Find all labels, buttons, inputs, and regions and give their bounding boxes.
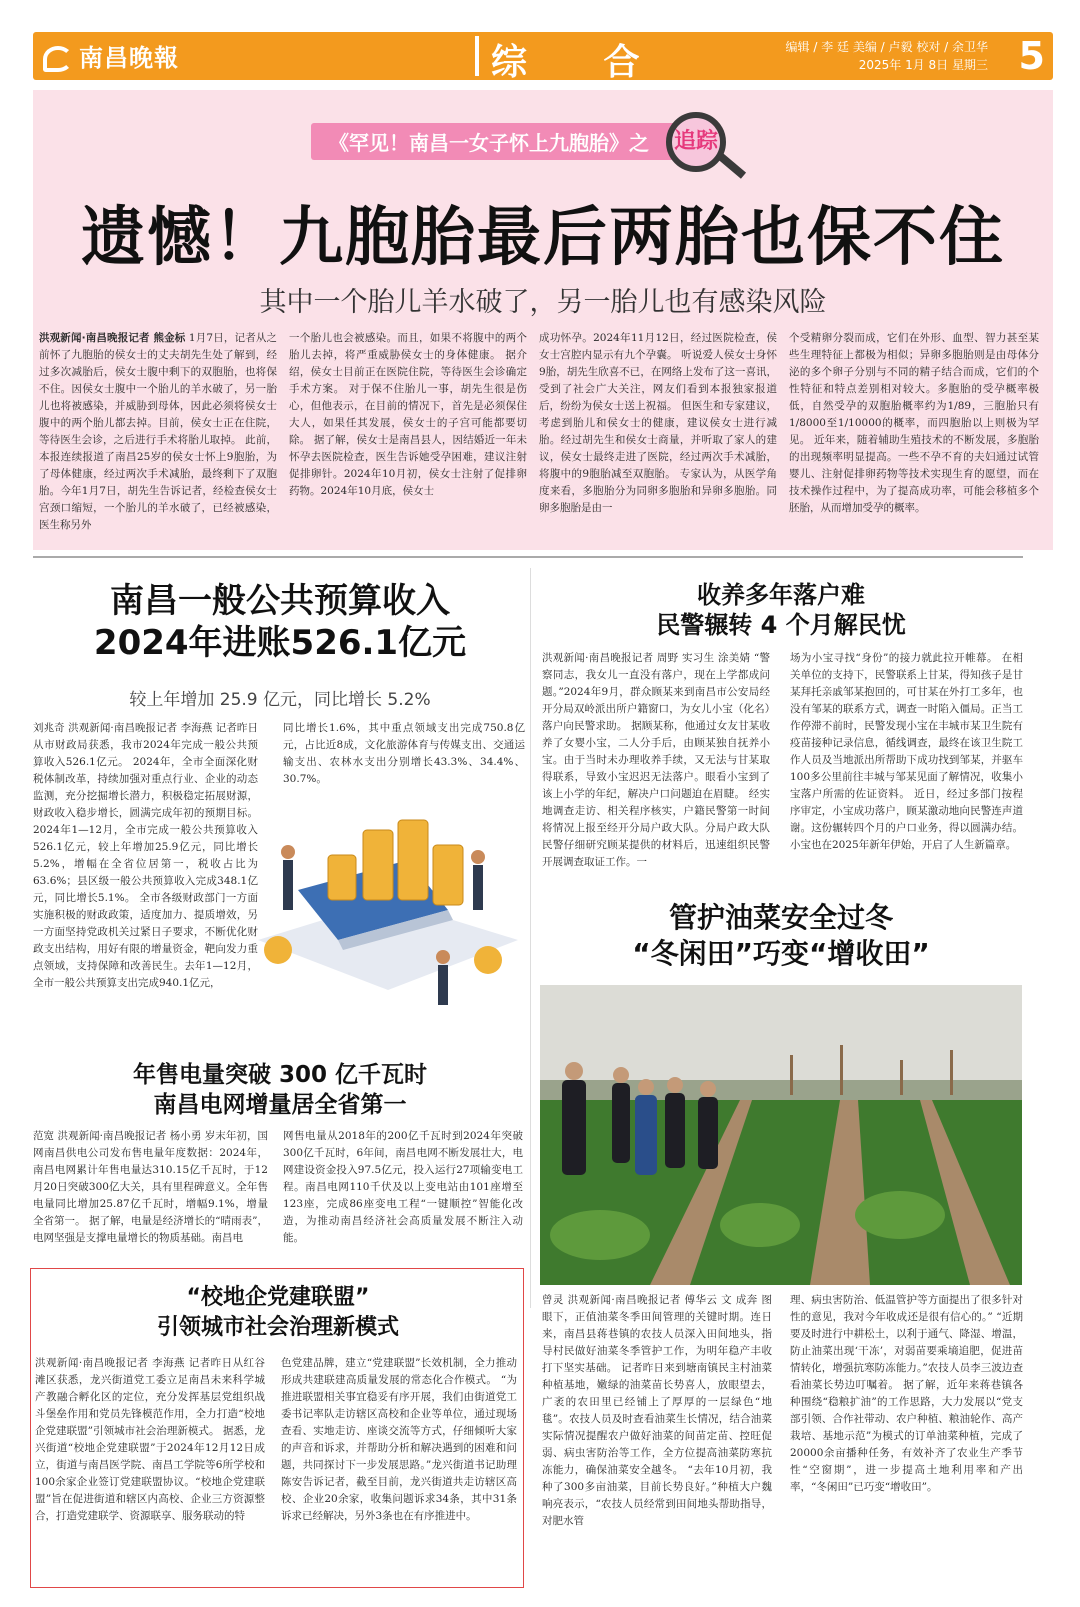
editor-line: 编辑 / 李 廷 美编 / 卢毅 校对 / 余卫华 xyxy=(785,40,988,54)
newspaper-logo xyxy=(43,38,179,73)
column-divider xyxy=(530,568,531,1308)
section-separator xyxy=(33,556,1023,558)
finance-illustration xyxy=(238,790,528,1025)
series-tag: 《罕见！南昌一女子怀上九胞胎》之 xyxy=(311,123,699,160)
rapeseed-title-1: 管护油菜安全过冬 xyxy=(668,901,893,934)
police-body-1: 洪观新闻·南昌晚报记者 周野 实习生 涂美婧 “警察同志，我女儿一直没有落户，现在上学都成问题。”2024年9月，群众顾某来到南昌市公安局经开分局双岭派出所户籍窗口，为女儿小宝（化名）落户向民警求助。 据顾某称，他通过女友甘某收养了女婴小宝，二人分手后，由顾某独自抚养小宝。由于当时未办理收养手续，又无法与甘某取得联系，导致小宝迟迟无法落户。眼看小宝到了该上小学的年纪，解决户口问题迫在眉睫。 经实地调查走访、相关程序核实，户籍民警第一时间将情况上报至经开分局户政大队。分局户政大队民警仔细研究顾某提供的材料后，迅速组织民警开展调查取证工作。一 xyxy=(542,652,770,868)
section-divider xyxy=(475,36,479,76)
power-title-1: 年售电量突破 300 亿千瓦时 xyxy=(132,1062,428,1088)
power-body-2: 网售电量从2018年的200亿千瓦时到2024年突破300亿千瓦时，6年间，南昌电网不断发展壮大，电网建设资金投入97.5亿元，投入运行27项输变电工程。南昌电网110千伏及以上变电站由101座增至123座，完成86座变电工程“一键顺控”智能化改造，为推动南昌经济社会高质量发展不断注入动能。 xyxy=(283,1130,523,1244)
follow-up-label: 追踪 xyxy=(673,129,718,154)
alliance-headline xyxy=(41,1283,515,1343)
power-headline xyxy=(40,1060,520,1120)
rapeseed-body-1: 曾灵 洪观新闻·南昌晚报记者 傅华云 文 成奔 图 眼下，正值油菜冬季田间管理的关键时期。连日来，南昌县蒋巷镇的农技人员深入田间地头，指导村民做好油菜冬季管护工作，为明年稳产丰收打下坚实基础。 记者昨日来到塘南镇民主村油菜种植基地，嫩绿的油菜苗长势喜人，放眼望去，广袤的农田里已经铺上了厚厚的一层绿色“地毯”。农技人员及时查看油菜生长情况，结合油菜实际情况提醒农户做好油菜的间苗定苗、控旺促弱、病虫害防治等工作，全方位提高油菜防寒抗冻能力，确保油菜安全越冬。 “去年10月初，我种了300多亩油菜，目前长势良好。”种植大户魏响亮表示，“农技人员经常到田间地头帮助指导，对肥水管 xyxy=(542,1294,772,1527)
lead-headline: 遗憾！九胞胎最后两胎也保不住 xyxy=(81,201,1005,275)
lead-columns xyxy=(33,330,1053,545)
lead-text-1: 1月7日，记者从之前怀了九胞胎的侯女士的丈夫胡先生处了解到，经过多次减胎后，侯女士腹中剩下的双胞胎，也将保不住。因侯女士腹中一个胎儿的羊水破了，另一胎儿也将被感染，并威胁到母体，因此必须将侯女士腹中的两个胎儿都去掉。目前，侯女士正在住院，等待医生会诊，之后进行手术将胎儿取掉。 此前，本报连续报道了南昌25岁的侯女士怀上9胞胎，为了母体健康，经过两次手术减胎，最终剩下了双胞胎。今年1月7日，胡先生告诉记者，经检查侯女士宫颈口缩短，一个胎儿的羊水破了，已经被感染，医生称另外 xyxy=(39,332,277,531)
budget-title-1: 南昌一般公共预算收入 xyxy=(110,581,450,621)
budget-body-2: 同比增长1.6%，其中重点领域支出完成750.8亿元，占比近8成，文化旅游体育与传媒支出、交通运输支出、农林水支出分别增长43.3%、34.4%、30.7%。 xyxy=(283,722,525,785)
editor-credits xyxy=(786,38,988,74)
alliance-body-2: 色党建品牌，建立“党建联盟”长效机制，全力推动形成共建联建高质量发展的常态化合作模式。 “为推进联盟相关事宜稳妥有序开展，我们由街道党工委书记率队走访辖区高校和企业等单位，通过现场查看、实地走访、座谈交流等方式，仔细倾听大家的声音和诉求，并帮助分析和解决遇到的困难和问题，共同探讨下一步发展思路。”龙兴街道书记助理陈安告诉记者，截至目前，龙兴街道共走访辖区高校、企业20余家，收集问题诉求34条，其中31条诉求已经解决，另外3条也在有序推进中。 xyxy=(281,1357,517,1522)
rapeseed-headline xyxy=(540,900,1022,972)
lead-story xyxy=(33,90,1053,550)
budget-title-2: 2024年进账526.1亿元 xyxy=(93,623,467,663)
magnifier-handle xyxy=(718,153,746,178)
budget-headline xyxy=(40,580,520,664)
power-title-2: 南昌电网增量居全省第一 xyxy=(153,1092,407,1118)
alliance-title-1: “校地企党建联盟” xyxy=(186,1285,370,1310)
lead-subhead: 其中一个胎儿羊水破了，另一胎儿也有感染风险 xyxy=(259,287,827,318)
lead-byline: 洪观新闻·南昌晚报记者 熊金标 xyxy=(39,332,186,344)
lead-column-1 xyxy=(39,330,277,545)
police-title-1: 收养多年落户难 xyxy=(697,581,865,609)
rapeseed-field-photo xyxy=(540,985,1022,1285)
masthead-bar xyxy=(33,32,1053,83)
section-name: 综 合 xyxy=(491,42,672,83)
lead-column-3: 成功怀孕。2024年11月12日，经过医院检查，侯女士宫腔内显示有九个孕囊。 听说爱人侯女士身怀9胎，胡先生欣喜不已，在网络上发布了这一喜讯，受到了社会广大关注，网友们看到本报独家报道后，纷纷为侯女士送上祝福。 但医生和专家建议，考虑到胎儿和侯女士的健康，建议侯女士进行减胎。经过胡先生和侯女士商量，并听取了家人的建议，侯女士最终走进了医院，经过两次手术减胎，将腹中的9胞胎减至双胞胎。 专家认为，从医学角度来看，多胞胎分为同卵多胞胎和异卵多胞胎。同卵多胞胎是由一 xyxy=(539,332,777,514)
issue-date: 2025年 1月 8日 星期三 xyxy=(858,58,988,72)
lead-column-4: 个受精卵分裂而成，它们在外形、血型、智力甚至某些生理特征上都极为相似；异卵多胞胎则是由母体分泌的多个卵子分别与不同的精子结合而成，它们的个性特征和特点差别相对较大。多胞胎的受孕概率极低，自然受孕的双胞胎概率约为1/89，三胞胎只有1/8000至1/10000的概率，而四胞胎以上则极为罕见。 近年来，随着辅助生殖技术的不断发展，多胞胎的出现频率明显提高。一些不孕不育的夫妇通过试管婴儿、注射促排卵药物等技术实现生育的愿望，而在技术操作过程中，为了提高成功率，可能会移植多个胚胎，从而增加受孕的概率。 xyxy=(789,332,1039,514)
rapeseed-title-2: “冬闲田”巧变“增收田” xyxy=(632,937,930,970)
police-body-2: 场为小宝寻找“身份”的接力就此拉开帷幕。 在相关单位的支持下，民警联系上甘某，得知孩子是甘某拜托亲戚邹某抱回的，可甘某在外打工多年，也没有邹某的联系方式，调查一时陷入僵局。正当工作停滞不前时，民警发现小宝在丰城市某卫生院有疫苗接种记录信息，循线调查，最终在该卫生院工作人员及当地派出所帮助下成功找到邹某，并驱车100多公里前往丰城与邹某见面了解情况，收集小宝落户所需的佐证资料。 近日，经过多部门按程序审定，小宝成功落户，顾某激动地向民警连声道谢。这份辗转四个月的户口业务，得以圆满办结。小宝也在2025年新年伊始，开启了人生新篇章。 xyxy=(790,652,1023,851)
magnifier-icon xyxy=(666,112,726,172)
lead-column-2: 一个胎儿也会被感染。而且，如果不将腹中的两个胎儿去掉，将严重威胁侯女士的身体健康。 据介绍，侯女士目前正在医院住院，等待医生会诊确定手术方案。 对于保不住胎儿一事，胡先生很是伤心，但他表示，在目前的情况下，首先是必须保住大人，如果任其发展，侯女士的子宫可能都要切除。 据了解，侯女士是南昌县人，因结婚近一年未怀孕去医院检查，医生告诉她受孕困难，建议注射促排卵针。2024年10月初，侯女士注射了促排卵药物。2024年10月底，侯女士 xyxy=(289,332,527,497)
page-number: 5 xyxy=(1018,34,1045,78)
police-headline xyxy=(540,580,1022,640)
budget-subhead: 较上年增加 25.9 亿元，同比增长 5.2% xyxy=(129,690,431,710)
logo-swirl-icon xyxy=(43,46,73,72)
budget-body-1: 刘兆奇 洪观新闻·南昌晚报记者 李海燕 记者昨日从市财政局获悉，我市2024年完成一般公共预算收入526.1亿元。 2024年，全市全面深化财税体制改革，持续加强对重点行业、企业的动态监测，充分挖掘增长潜力，积极稳定拓展财源，财政收入稳步增长，圆满完成年初的预期目标。2024年1—12月，全市完成一般公共预算收入526.1亿元，较上年增加25.9亿元，同比增长5.2%，增幅在全省位居第一，税收占比为63.6%；县区级一般公共预算收入完成348.1亿元，同比增长5.1%。 全市各级财政部门一方面实施积极的财政政策，适度加力、提质增效，另一方面坚持党政机关过紧日子要求，不断优化财政支出结构，用好有限的增量资金，靶向发力重点领域，支持保障和改善民生。去年1—12月，全市一般公共预算支出完成940.1亿元， xyxy=(33,722,258,989)
logo-text: 南昌晚報 xyxy=(79,44,179,72)
alliance-title-2: 引领城市社会治理新模式 xyxy=(156,1315,399,1340)
power-body-1: 范宽 洪观新闻·南昌晚报记者 杨小勇 岁末年初，国网南昌供电公司发布售电量年度数据：2024年，南昌电网累计年售电量达310.15亿千瓦时，于12月20日突破300亿大关，具有里程碑意义。全年售电量同比增加25.87亿千瓦时，增幅9.1%，增量全省第一。 据了解，电量是经济增长的“晴雨表”，电网坚强是支撑电量增长的物质基础。南昌电 xyxy=(33,1130,268,1244)
police-title-2: 民警辗转 4 个月解民忧 xyxy=(656,611,906,639)
alliance-box xyxy=(30,1268,524,1588)
alliance-body-1: 洪观新闻·南昌晚报记者 李海燕 记者昨日从红谷滩区获悉，龙兴街道党工委立足南昌未来科学城产教融合孵化区的定位，充分发挥基层党组织战斗堡垒作用和党员先锋模范作用，全力打造“校地企党建联盟”引领城市社会治理新模式。 据悉，龙兴街道“校地企党建联盟”于2024年12月12日成立，街道与南昌医学院、南昌工学院等6所学校和100余家企业签订党建联盟协议。“校地企党建联盟”旨在促进街道和辖区内高校、企业三方资源整合，打造党建联学、资源联享、服务联动的特 xyxy=(35,1357,265,1522)
rapeseed-body-2: 理、病虫害防治、低温管护等方面提出了很多针对性的意见，我对今年收成还是很有信心的。” “近期要及时进行中耕松土，以利于通气、降湿、增温，防止油菜出现‘干冻’，对弱苗要乘墒追肥，促进苗情转化，增强抗寒防冻能力。”农技人员李三波边查看油菜长势边叮嘱着。 据了解，近年来蒋巷镇各种围绕“稳粮扩油”的工作思路，大力发展以“党支部引领、合作社带动、农户种植、粮油轮作、高产栽培、基地示范”为模式的订单油菜种植，完成了20000余亩播种任务，有效补齐了农业生产季节性“空窗期”，进一步提高土地利用率和产出率，“冬闲田”已巧变“增收田”。 xyxy=(790,1294,1023,1493)
